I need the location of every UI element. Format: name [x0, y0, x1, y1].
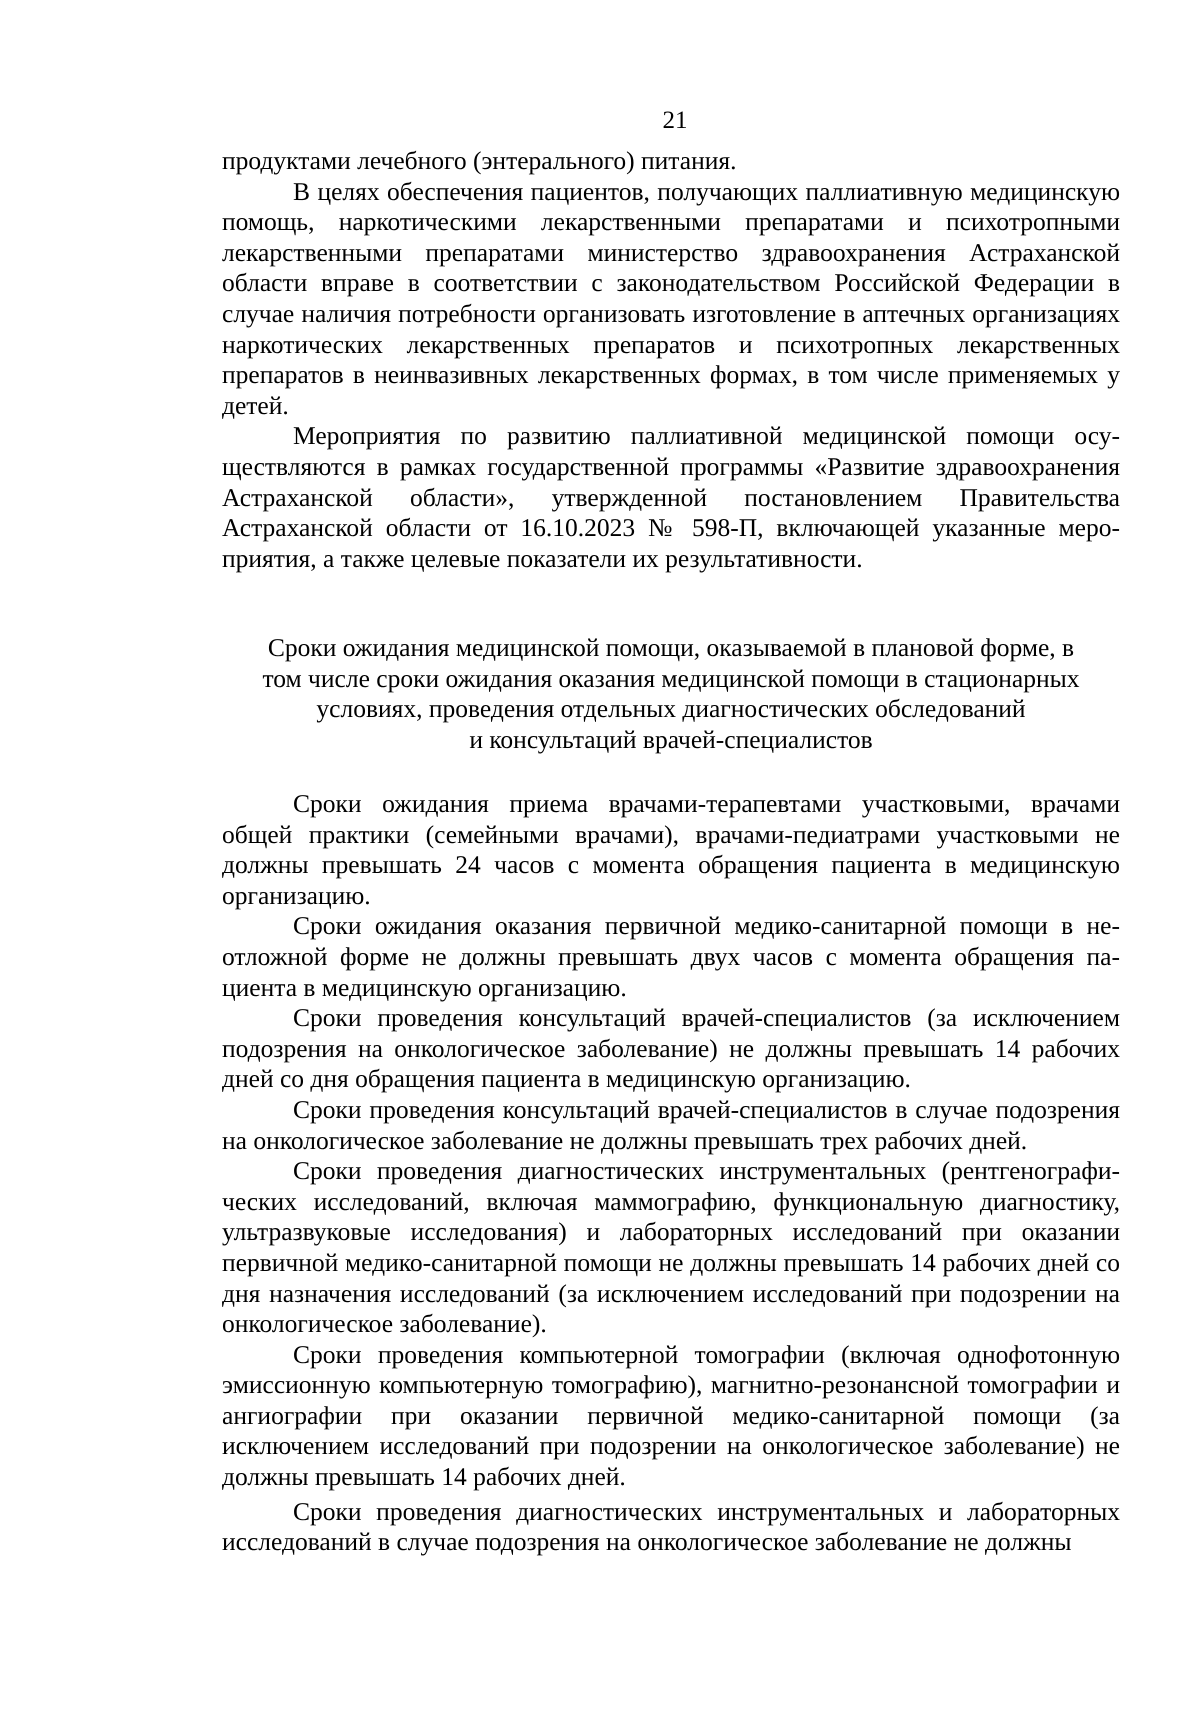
- paragraph-diagnostic-tests: Сроки проведения диагностических инструментальных (рентгенографических исследований, включая маммографию, функциональную диагностику, ультразвуковые исследования) и лабораторных исследований при оказании первичной медико-санитарной помощи не должны превышать 14 рабочих дней со дня назначения исследований (за исключением исследований при подозрении на онкологическое заболевание).: [222, 1156, 1120, 1339]
- paragraph-urgent-care-wait: Сроки ожидания оказания первичной медико-санитарной помощи в неотложной форме не должны превышать двух часов с момента обращения пациента в медицинскую организацию.: [222, 911, 1120, 1002]
- paragraph-continuation: продуктами лечебного (энтерального) питания.: [222, 146, 737, 175]
- paragraph-narcotics-provision: В целях обеспечения пациентов, получающих паллиативную медицинскую помощь, наркотическими лекарственными препаратами и психотропными лекарственными препаратами министерство здравоохранения Астраханской области вправе в соответствии с законодательством Российской Федерации в случае наличия потребности организовать изготовление в аптечных организациях наркотических лекарственных препаратов и психотропных лекарственных препаратов в неинвазивных лекарственных формах, в том числе применяемых у детей.: [222, 176, 1120, 420]
- paragraph-oncology-diagnostics: Сроки проведения диагностических инструментальных и лабораторных исследований в случае подозрения на онкологическое заболевание не должны: [222, 1496, 1120, 1557]
- paragraph-oncology-consult: Сроки проведения консультаций врачей-специалистов в случае подозрения на онкологическое заболевание не должны превышать трех рабочих дней.: [222, 1094, 1120, 1155]
- heading-line: том числе сроки ожидания оказания медицинской помощи в стационарных: [262, 663, 1080, 693]
- paragraph-palliative-program: Мероприятия по развитию паллиативной медицинской помощи осуществляются в рамках государственной программы «Развитие здравоохранения Астраханской области», утвержденной постановлением Правительства Астраханской области от 16.10.2023 № 598-П, включающей указанные мероприятия, а также целевые показатели их результативности.: [222, 421, 1120, 573]
- paragraph-therapist-wait: Сроки ожидания приема врачами-терапевтами участковыми, врачами общей практики (семейными врачами), врачами-педиатрами участковыми не должны превышать 24 часов с момента обращения пациента в медицинскую организацию.: [222, 789, 1120, 910]
- heading-line: Сроки ожидания медицинской помощи, оказываемой в плановой форме, в: [267, 633, 1075, 662]
- heading-line: условиях, проведения отдельных диагностических обследований: [316, 694, 1026, 724]
- paragraph-specialist-consult: Сроки проведения консультаций врачей-специалистов (за исключением подозрения на онкологическое заболевание) не должны превышать 14 рабочих дней со дня обращения пациента в медицинскую организацию.: [222, 1003, 1120, 1094]
- paragraph-tomography: Сроки проведения компьютерной томографии (включая однофотонную эмиссионную компьютерную томографию), магнитно-резонансной томографии и ангиографии при оказании первичной медико-санитарной помощи (за исключением исследований при подозрении на онкологическое заболевание) не должны превышать 14 рабочих дней.: [222, 1339, 1120, 1492]
- section-heading: [222, 633, 1120, 755]
- heading-line: и консультаций врачей-специалистов: [469, 724, 873, 754]
- page-number: 21: [662, 107, 688, 134]
- bottom-body-text: [222, 789, 1120, 1558]
- top-body-text: [222, 146, 1120, 574]
